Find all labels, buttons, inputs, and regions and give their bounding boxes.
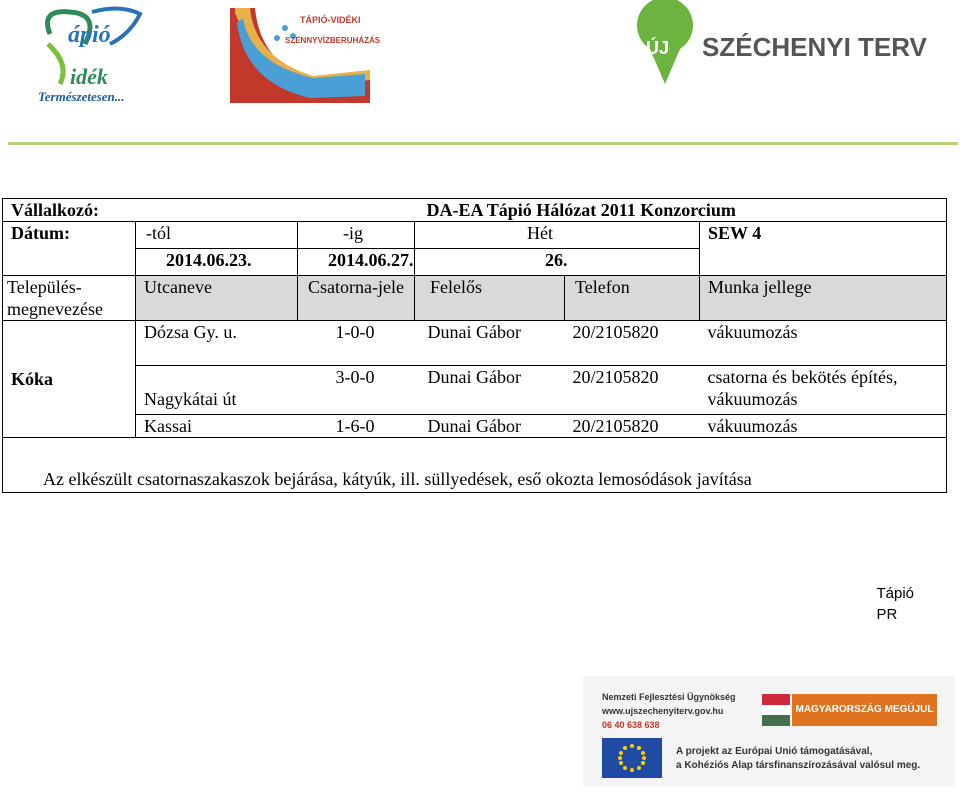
- week-label: Hét: [415, 222, 700, 249]
- row2-work: csatorna és bekötés építés, vákuumozás: [700, 366, 947, 415]
- to-date: 2014.06.27.: [298, 249, 415, 276]
- sew-code: SEW 4: [700, 222, 947, 276]
- col-street: Utcaneve: [136, 276, 298, 321]
- row1-channel: 1-0-0: [298, 321, 415, 366]
- row3-street: Kassai: [136, 415, 298, 438]
- col-settlement: Település-megnevezése: [3, 276, 136, 321]
- row2-phone: 20/2105820: [565, 366, 700, 415]
- col-channel: Csatorna-jele: [298, 276, 415, 321]
- col-work: Munka jellege: [700, 276, 947, 321]
- row2-channel: 3-0-0: [298, 366, 415, 415]
- header-divider: [8, 142, 958, 145]
- from-date: 2014.06.23.: [136, 249, 298, 276]
- eu-flag-icon: [602, 738, 662, 778]
- col-responsible: Felelős: [415, 276, 565, 321]
- svg-text:ápió: ápió: [68, 22, 111, 48]
- row1-work: vákuumozás: [700, 321, 947, 366]
- agency-block: [602, 690, 736, 732]
- col-phone: Telefon: [565, 276, 700, 321]
- hungary-banner: MAGYARORSZÁG MEGÚJUL: [792, 694, 937, 726]
- svg-text:idék: idék: [70, 64, 108, 89]
- szechenyi-terv-logo: [640, 12, 927, 102]
- row3-phone: 20/2105820: [565, 415, 700, 438]
- svg-text:SZENNYVÍZBERUHÁZÁS: SZENNYVÍZBERUHÁZÁS: [285, 36, 381, 45]
- signature-line2: PR: [876, 606, 898, 623]
- to-label: -ig: [298, 222, 415, 249]
- row3-responsible: Dunai Gábor: [415, 415, 565, 438]
- eu-text-line2: a Kohéziós Alap társfinanszírozásával valósul meg.: [676, 760, 921, 771]
- row2-responsible: Dunai Gábor: [415, 366, 565, 415]
- contractor-label: Vállalkozó:: [3, 199, 415, 222]
- row2-street: Nagykátai út: [136, 366, 298, 415]
- svg-text:SZÉCHENYI TERV: SZÉCHENYI TERV: [702, 32, 927, 62]
- svg-text:TÁPIÓ-VIDÉKI: TÁPIÓ-VIDÉKI: [300, 15, 361, 25]
- tapio-videk-logo: [30, 4, 150, 104]
- settlement-name: Kóka: [3, 321, 136, 438]
- schedule-table: [2, 198, 947, 493]
- agency-phone: 06 40 638 638: [602, 720, 660, 730]
- agency-name: Nemzeti Fejlesztési Ügynökség: [602, 692, 736, 702]
- svg-text:Természetesen...: Természetesen...: [38, 89, 125, 104]
- agency-web: www.ujszechenyiterv.gov.hu: [602, 706, 724, 716]
- eu-text-line1: A projekt az Európai Unió támogatásával,: [676, 746, 873, 757]
- row3-work: vákuumozás: [700, 415, 947, 438]
- from-label: -tól: [136, 222, 298, 249]
- row1-responsible: Dunai Gábor: [415, 321, 565, 366]
- date-label: Dátum:: [3, 222, 136, 276]
- contractor-value: DA-EA Tápió Hálózat 2011 Konzorcium: [415, 199, 947, 222]
- signature-line1: Tápió: [876, 585, 914, 602]
- hungary-flag-icon: [762, 694, 790, 726]
- row1-street: Dózsa Gy. u.: [136, 321, 298, 366]
- week-number: 26.: [415, 249, 700, 276]
- szennyviz-logo: [225, 8, 381, 103]
- signature: [876, 583, 914, 625]
- note-text: Az elkészült csatornaszakaszok bejárása, kátyúk, ill. süllyedések, eső okozta lemosódások javítása: [3, 438, 947, 493]
- svg-text:ÚJ: ÚJ: [646, 38, 670, 58]
- row3-channel: 1-6-0: [298, 415, 415, 438]
- row1-phone: 20/2105820: [565, 321, 700, 366]
- eu-text: [676, 745, 920, 773]
